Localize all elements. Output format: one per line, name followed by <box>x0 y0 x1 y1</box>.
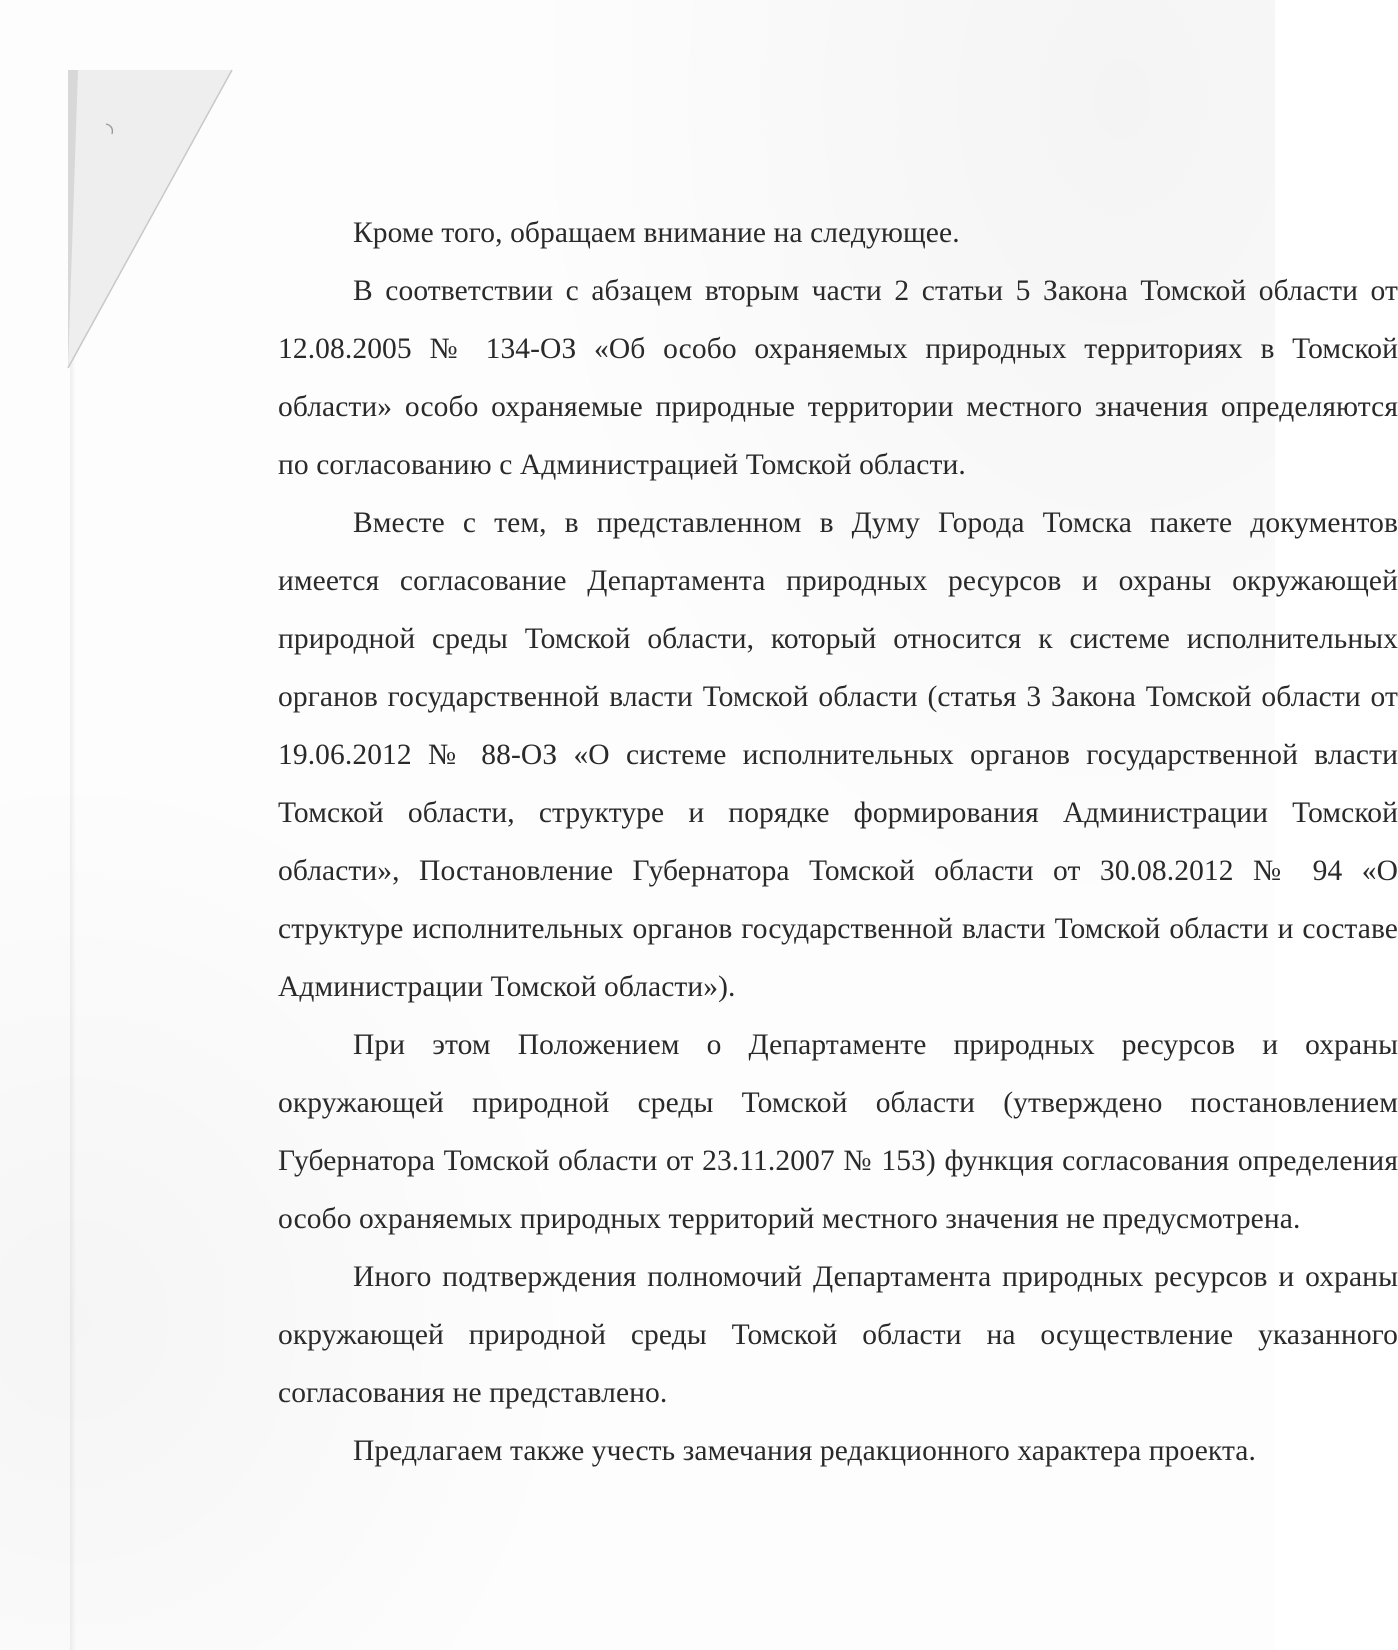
paragraph-1: Кроме того, обращаем внимание на следующее. <box>353 217 960 249</box>
document-body <box>278 204 1398 1650</box>
document-text <box>278 204 1398 1480</box>
paragraph-3: Вместе с тем, в представленном в Думу Города Томска пакете документов имеется согласование Департамента природных ресурсов и охраны окружающей природной среды Томской области, который относится к системе исполнительных органов государственной власти Томской области (статья 3 Закона Томской области от 19.06.2012 № 88-ОЗ «О системе исполнительных органов государственной власти Томской области, структуре и порядке формирования Администрации Томской области», Постановление Губернатора Томской области от 30.08.2012 № 94 «О структуре исполнительных органов государственной власти Томской области и составе Администрации Томской области»). <box>278 507 1398 1003</box>
paragraph-4: При этом Положением о Департаменте природных ресурсов и охраны окружающей природной среды Томской области (утверждено постановлением Губернатора Томской области от 23.11.2007 № 153) функция согласования определения особо охраняемых природных территорий местного значения не предусмотрена. <box>278 1029 1398 1235</box>
paragraph-6: Предлагаем также учесть замечания редакционного характера проекта. <box>353 1435 1256 1467</box>
folded-corner <box>0 0 240 380</box>
paragraph-2: В соответствии с абзацем вторым части 2 статьи 5 Закона Томской области от 12.08.2005 № 134-ОЗ «Об особо охраняемых природных территориях в Томской области» особо охраняемые природные территории местного значения определяются по согласованию с Администрацией Томской области. <box>278 275 1398 481</box>
paragraph-5: Иного подтверждения полномочий Департамента природных ресурсов и охраны окружающей природной среды Томской области на осуществление указанного согласования не представлено. <box>278 1261 1398 1409</box>
